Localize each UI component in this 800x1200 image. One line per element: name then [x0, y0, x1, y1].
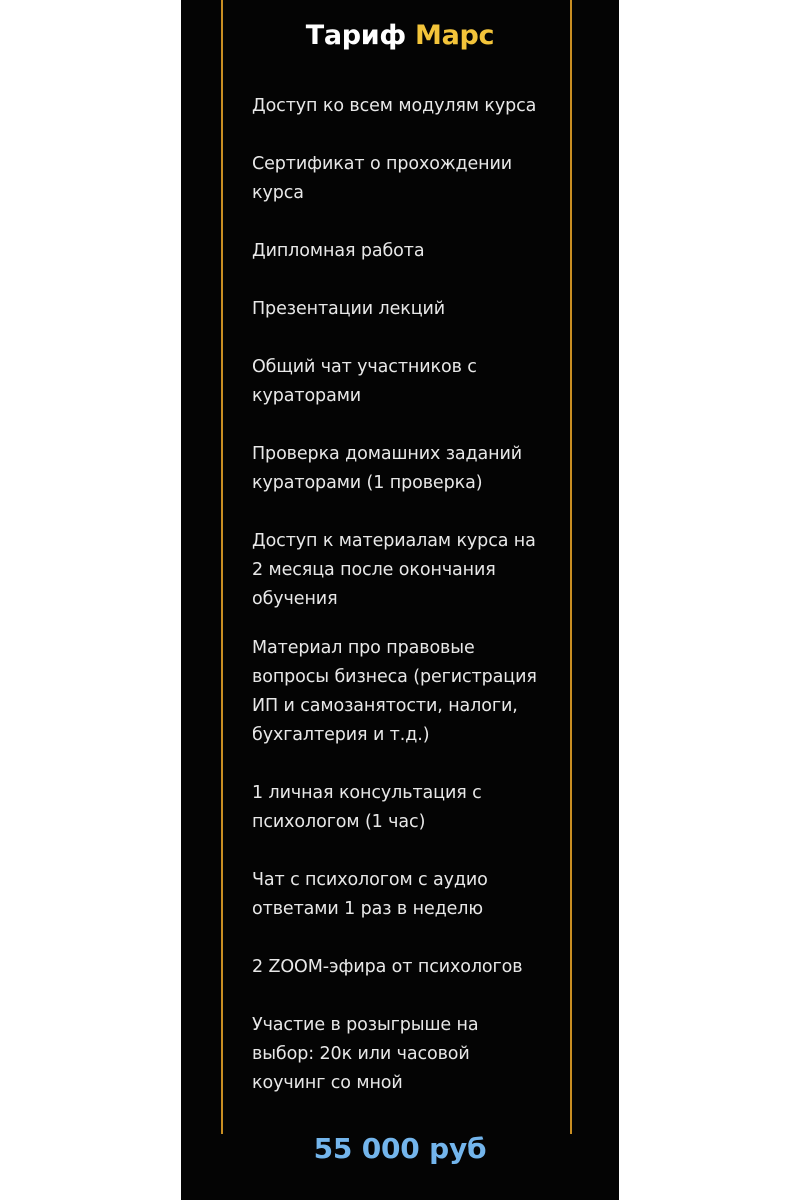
feature-line: психологом (1 час) — [252, 812, 426, 832]
feature-line: ИП и самозанятости, налоги, — [252, 696, 518, 716]
feature-line: Участие в розыгрыше на — [252, 1015, 479, 1035]
feature-line: 2 месяца после окончания — [252, 560, 496, 580]
feature-line: Чат с психологом с аудио — [252, 870, 488, 890]
feature-item — [252, 953, 552, 982]
feature-line: Дипломная работа — [252, 241, 425, 261]
feature-item — [252, 92, 552, 121]
feature-line: кураторами (1 проверка) — [252, 473, 483, 493]
tariff-title — [181, 20, 619, 51]
feature-line: Сертификат о прохождении — [252, 154, 513, 174]
feature-item — [252, 634, 552, 750]
feature-line: вопросы бизнеса (регистрация — [252, 667, 537, 687]
feature-item — [252, 150, 552, 208]
feature-line: коучинг со мной — [252, 1073, 403, 1093]
feature-line: Общий чат участников с — [252, 357, 477, 377]
tariff-title-prefix: Тариф — [305, 20, 406, 51]
feature-line: курса — [252, 183, 304, 203]
feature-item — [252, 1011, 552, 1098]
feature-line: ответами 1 раз в неделю — [252, 899, 484, 919]
feature-line: обучения — [252, 589, 338, 609]
feature-line: Доступ к материалам курса на — [252, 531, 536, 551]
feature-line: 1 личная консультация с — [252, 783, 482, 803]
feature-line: Проверка домашних заданий — [252, 444, 523, 464]
tariff-price: 55 000 руб — [313, 1132, 487, 1165]
feature-item — [252, 866, 552, 924]
feature-item — [252, 527, 552, 614]
card-right-border — [570, 0, 572, 1134]
feature-item — [252, 779, 552, 837]
feature-item — [252, 237, 552, 266]
feature-line: Доступ ко всем модулям курса — [252, 96, 537, 116]
card-left-border — [221, 0, 223, 1134]
tariff-card — [181, 0, 619, 1200]
feature-item — [252, 295, 552, 324]
tariff-title-accent: Марс — [415, 20, 495, 51]
feature-item — [252, 353, 552, 411]
feature-item — [252, 440, 552, 498]
feature-line: Материал про правовые — [252, 638, 475, 658]
feature-line: Презентации лекций — [252, 299, 446, 319]
feature-line: кураторами — [252, 386, 362, 406]
feature-line: выбор: 20к или часовой — [252, 1044, 470, 1064]
feature-line: бухгалтерия и т.д.) — [252, 725, 430, 745]
feature-line: 2 ZOOM-эфира от психологов — [252, 957, 523, 977]
